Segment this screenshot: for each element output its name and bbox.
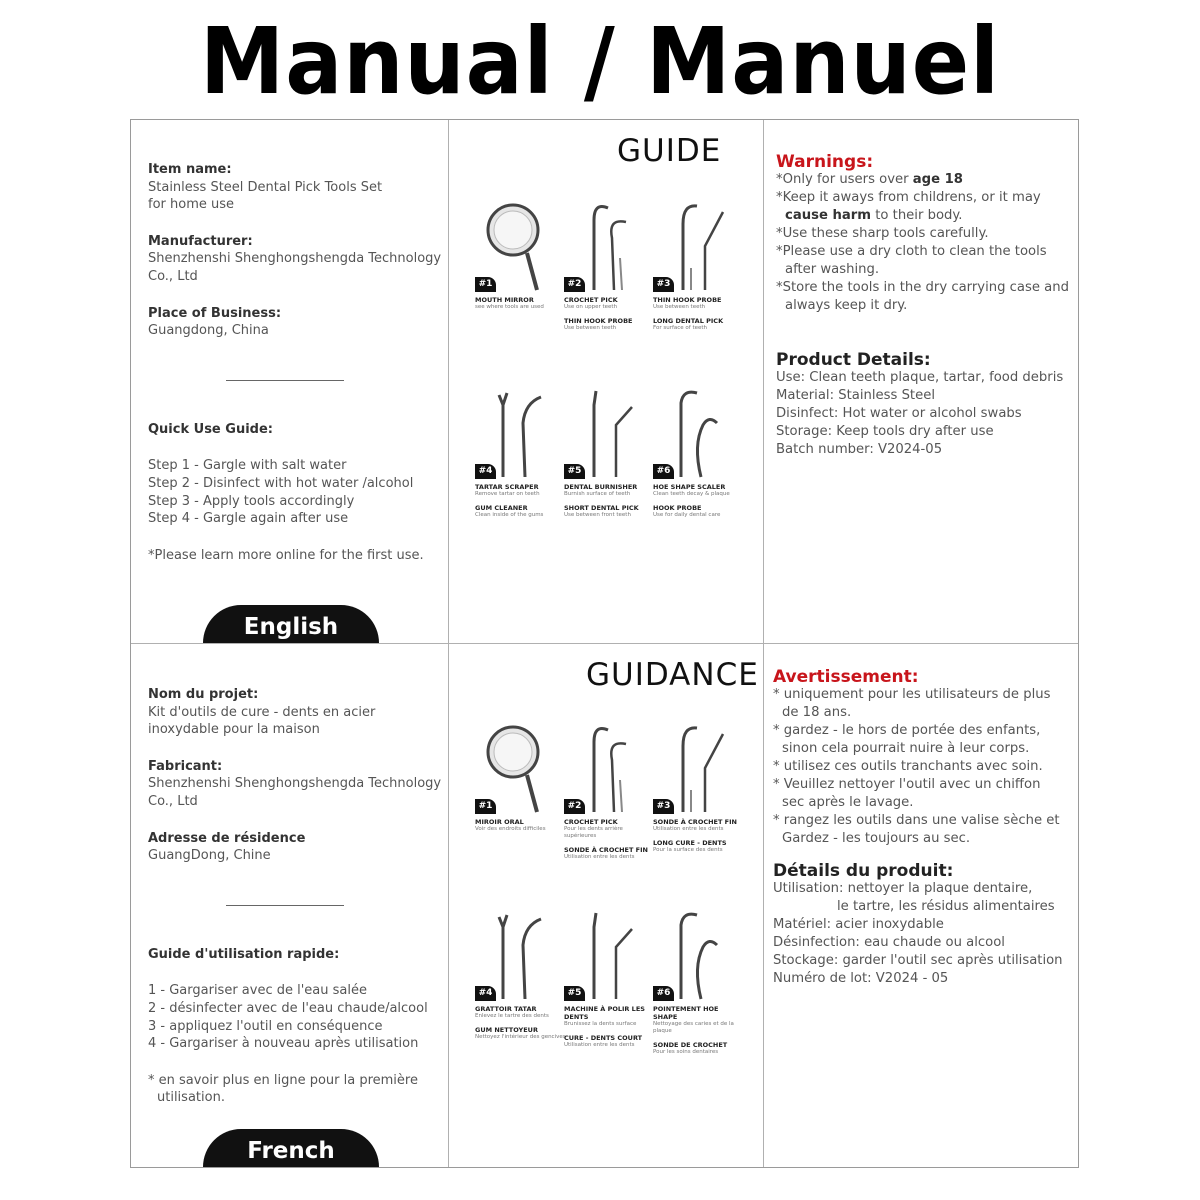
item-name-line: Kit d'outils de cure - dents en acier (148, 704, 376, 720)
tool-name: MACHINE À POLIR LES DENTS (564, 1005, 645, 1021)
tool-desc: Clean inside of the gums (475, 512, 544, 518)
tool-desc: Use between teeth (564, 325, 617, 331)
tool-name: MOUTH MIRROR (475, 296, 534, 304)
dental-tool-icon (564, 907, 656, 1001)
guide-title: GUIDE (617, 133, 722, 169)
tool-card (475, 907, 567, 1041)
tool-desc: Pour les dents arrière supérieures (564, 826, 623, 839)
tool-name: CROCHET PICK (564, 296, 618, 304)
dental-tool-icon (475, 907, 567, 1001)
item-name-label: Nom du projet: (148, 687, 259, 702)
first-use-note: *Please learn more online for the first use. (148, 547, 424, 563)
tool-desc: Brunissez la dents surface (564, 1021, 637, 1027)
quick-guide-label: Quick Use Guide: (148, 421, 273, 437)
detail-line: Batch number: V2024-05 (776, 442, 943, 457)
tool-name: CURE - DENTS COURT (564, 1034, 643, 1042)
tool-card (475, 198, 567, 317)
tool-name: GUM NETTOYEUR (475, 1026, 538, 1034)
tool-card (564, 385, 656, 519)
dental-tool-icon (475, 720, 567, 814)
detail-line: Utilisation: nettoyer la plaque dentaire, (773, 881, 1033, 896)
step-item: 3 - appliquez l'outil en conséquence (148, 1018, 383, 1034)
tool-card (653, 907, 745, 1056)
place-label: Adresse de résidence (148, 830, 306, 846)
tool-number: #2 (564, 277, 585, 292)
tool-name: MIROIR ORAL (475, 818, 524, 826)
tool-name: POINTEMENT HOE SHAPE (653, 1005, 719, 1021)
item-name-line: inoxydable pour la maison (148, 722, 320, 738)
warning-line: * Veuillez nettoyer l'outil avec un chiffon (773, 777, 1041, 792)
step-item: 2 - désinfecter avec de l'eau chaude/alcool (148, 1000, 428, 1016)
warning-line: always keep it dry. (785, 298, 908, 313)
warnings-heading: Warnings: (776, 152, 874, 172)
detail-line: Use: Clean teeth plaque, tartar, food debris (776, 370, 1064, 385)
detail-line: Matériel: acier inoxydable (773, 917, 944, 932)
tool-name: TARTAR SCRAPER (475, 483, 539, 491)
tool-number: #3 (653, 277, 674, 292)
english-warnings (776, 153, 1076, 459)
tool-desc: Remove tartar on teeth (475, 491, 540, 497)
manufacturer-line: Co., Ltd (148, 268, 198, 284)
dental-tool-icon (653, 198, 745, 292)
french-language-badge: French (203, 1129, 379, 1167)
dental-tool-icon (653, 907, 745, 1001)
step-item: Step 2 - Disinfect with hot water /alcohol (148, 475, 414, 491)
tool-desc: Utilisation entre les dents (653, 826, 724, 832)
warning-line: * uniquement pour les utilisateurs de plus (773, 687, 1051, 702)
tool-card (475, 385, 567, 519)
warning-line: *Only for users over age 18 (776, 172, 963, 187)
place-value: Guangdong, China (148, 323, 269, 339)
detail-line: le tartre, les résidus alimentaires (837, 899, 1055, 914)
tool-desc: Pour les soins dentaires (653, 1049, 719, 1055)
step-item: Step 1 - Gargle with salt water (148, 458, 347, 474)
tool-number: #4 (475, 464, 496, 479)
manual-sheet (130, 119, 1079, 1168)
warning-line: * gardez - le hors de portée des enfants, (773, 723, 1041, 738)
french-info (148, 686, 443, 1107)
warning-line: sinon cela pourrait nuire à leur corps. (782, 741, 1030, 756)
tool-desc: Utilisation entre les dents (564, 854, 635, 860)
english-language-badge: English (203, 605, 379, 643)
step-item: 4 - Gargariser à nouveau après utilisation (148, 1036, 419, 1052)
tool-name: THIN HOOK PROBE (653, 296, 722, 304)
detail-line: Numéro de lot: V2024 - 05 (773, 971, 949, 986)
tool-card (564, 907, 656, 1049)
item-name-line: Stainless Steel Dental Pick Tools Set (148, 179, 383, 195)
warning-line: de 18 ans. (782, 705, 852, 720)
detail-line: Stockage: garder l'outil sec après utilisation (773, 953, 1063, 968)
tool-card (564, 198, 656, 332)
detail-line: Désinfection: eau chaude ou alcool (773, 935, 1005, 950)
dental-tool-icon (653, 385, 745, 479)
details-heading: Détails du produit: (773, 861, 954, 881)
step-item: Step 4 - Gargle again after use (148, 511, 349, 527)
tool-card (475, 720, 567, 839)
tool-name: HOOK PROBE (653, 504, 702, 512)
tool-name: SONDE DE CROCHET (653, 1041, 728, 1049)
separator-line (226, 380, 344, 381)
tool-desc: Nettoyage des caries et de la plaque (653, 1021, 734, 1034)
quick-guide-label: Guide d'utilisation rapide: (148, 946, 340, 962)
tool-desc: Use between teeth (653, 304, 706, 310)
first-use-note: utilisation. (157, 1090, 225, 1106)
tool-desc: Utilisation entre les dents (564, 1042, 635, 1048)
tool-desc: Burnish surface of teeth (564, 491, 631, 497)
warning-line: after washing. (785, 262, 880, 277)
dental-tool-icon (653, 720, 745, 814)
tool-name: CROCHET PICK (564, 818, 618, 826)
guidance-title: GUIDANCE (586, 657, 759, 693)
tool-name: HOE SHAPE SCALER (653, 483, 726, 491)
tool-number: #6 (653, 986, 674, 1001)
warning-line: *Please use a dry cloth to clean the tools (776, 244, 1047, 259)
tool-number: #3 (653, 799, 674, 814)
tool-desc: For surface of teeth (653, 325, 708, 331)
place-label: Place of Business: (148, 305, 282, 321)
manufacturer-line: Shenzhenshi Shenghongshengda Technology (148, 251, 442, 267)
dental-tool-icon (475, 385, 567, 479)
tool-desc: Use on upper teeth (564, 304, 618, 310)
tool-number: #5 (564, 986, 585, 1001)
tool-name: DENTAL BURNISHER (564, 483, 638, 491)
dental-tool-icon (475, 198, 567, 292)
tool-number: #6 (653, 464, 674, 479)
warning-line: *Store the tools in the dry carrying case and (776, 280, 1069, 295)
dental-tool-icon (564, 385, 656, 479)
first-use-note: * en savoir plus en ligne pour la première (148, 1072, 418, 1088)
step-item: Step 3 - Apply tools accordingly (148, 493, 355, 509)
place-value: GuangDong, Chine (148, 848, 271, 864)
item-name-label: Item name: (148, 162, 232, 177)
tool-desc: Use for daily dental care (653, 512, 721, 518)
dental-tool-icon (564, 720, 656, 814)
warning-line: * utilisez ces outils tranchants avec soin. (773, 759, 1043, 774)
tool-desc: see where tools are used (475, 304, 544, 310)
tool-name: SONDE À CROCHET FIN (653, 818, 737, 826)
french-warnings (773, 668, 1075, 988)
tool-card (564, 720, 656, 861)
tool-name: THIN HOOK PROBE (564, 317, 633, 325)
tool-desc: Use between front teeth (564, 512, 631, 518)
tool-number: #1 (475, 277, 496, 292)
tool-name: LONG DENTAL PICK (653, 317, 724, 325)
tool-name: SHORT DENTAL PICK (564, 504, 639, 512)
manufacturer-label: Fabricant: (148, 758, 223, 774)
manufacturer-line: Co., Ltd (148, 793, 198, 809)
warning-line: sec après le lavage. (782, 795, 914, 810)
page-title: Manual / Manuel (200, 8, 1000, 115)
tool-card (653, 198, 745, 332)
tool-desc: Clean teeth decay & plaque (653, 491, 730, 497)
tool-card (653, 720, 745, 854)
warning-line: * rangez les outils dans une valise sèche et (773, 813, 1060, 828)
warning-line: *Keep it aways from childrens, or it may (776, 190, 1041, 205)
manufacturer-label: Manufacturer: (148, 233, 253, 249)
tool-card (653, 385, 745, 519)
row-divider (131, 643, 1078, 644)
step-item: 1 - Gargariser avec de l'eau salée (148, 983, 367, 999)
english-info (148, 161, 443, 564)
tool-number: #1 (475, 799, 496, 814)
tool-desc: Nettoyez l'intérieur des gencives (475, 1034, 566, 1040)
tool-number: #2 (564, 799, 585, 814)
tool-name: GRATTOIR TATAR (475, 1005, 537, 1013)
detail-line: Storage: Keep tools dry after use (776, 424, 994, 439)
warning-line: *Use these sharp tools carefully. (776, 226, 989, 241)
separator-line (226, 905, 344, 906)
tool-desc: Voir des endroits difficiles (475, 826, 546, 832)
warning-line: cause harm to their body. (785, 208, 963, 223)
tool-number: #5 (564, 464, 585, 479)
tool-desc: Enlevez le tartre des dents (475, 1013, 549, 1019)
tool-number: #4 (475, 986, 496, 1001)
tool-desc: Pour la surface des dents (653, 847, 723, 853)
tool-name: LONG CURE - DENTS (653, 839, 727, 847)
warnings-heading: Avertissement: (773, 667, 919, 687)
tool-name: SONDE À CROCHET FIN (564, 846, 648, 854)
detail-line: Disinfect: Hot water or alcohol swabs (776, 406, 1022, 421)
tool-name: GUM CLEANER (475, 504, 528, 512)
dental-tool-icon (564, 198, 656, 292)
warning-line: Gardez - les toujours au sec. (782, 831, 971, 846)
details-heading: Product Details: (776, 350, 931, 370)
manufacturer-line: Shenzhenshi Shenghongshengda Technology (148, 776, 442, 792)
item-name-line: for home use (148, 197, 235, 213)
detail-line: Material: Stainless Steel (776, 388, 935, 403)
